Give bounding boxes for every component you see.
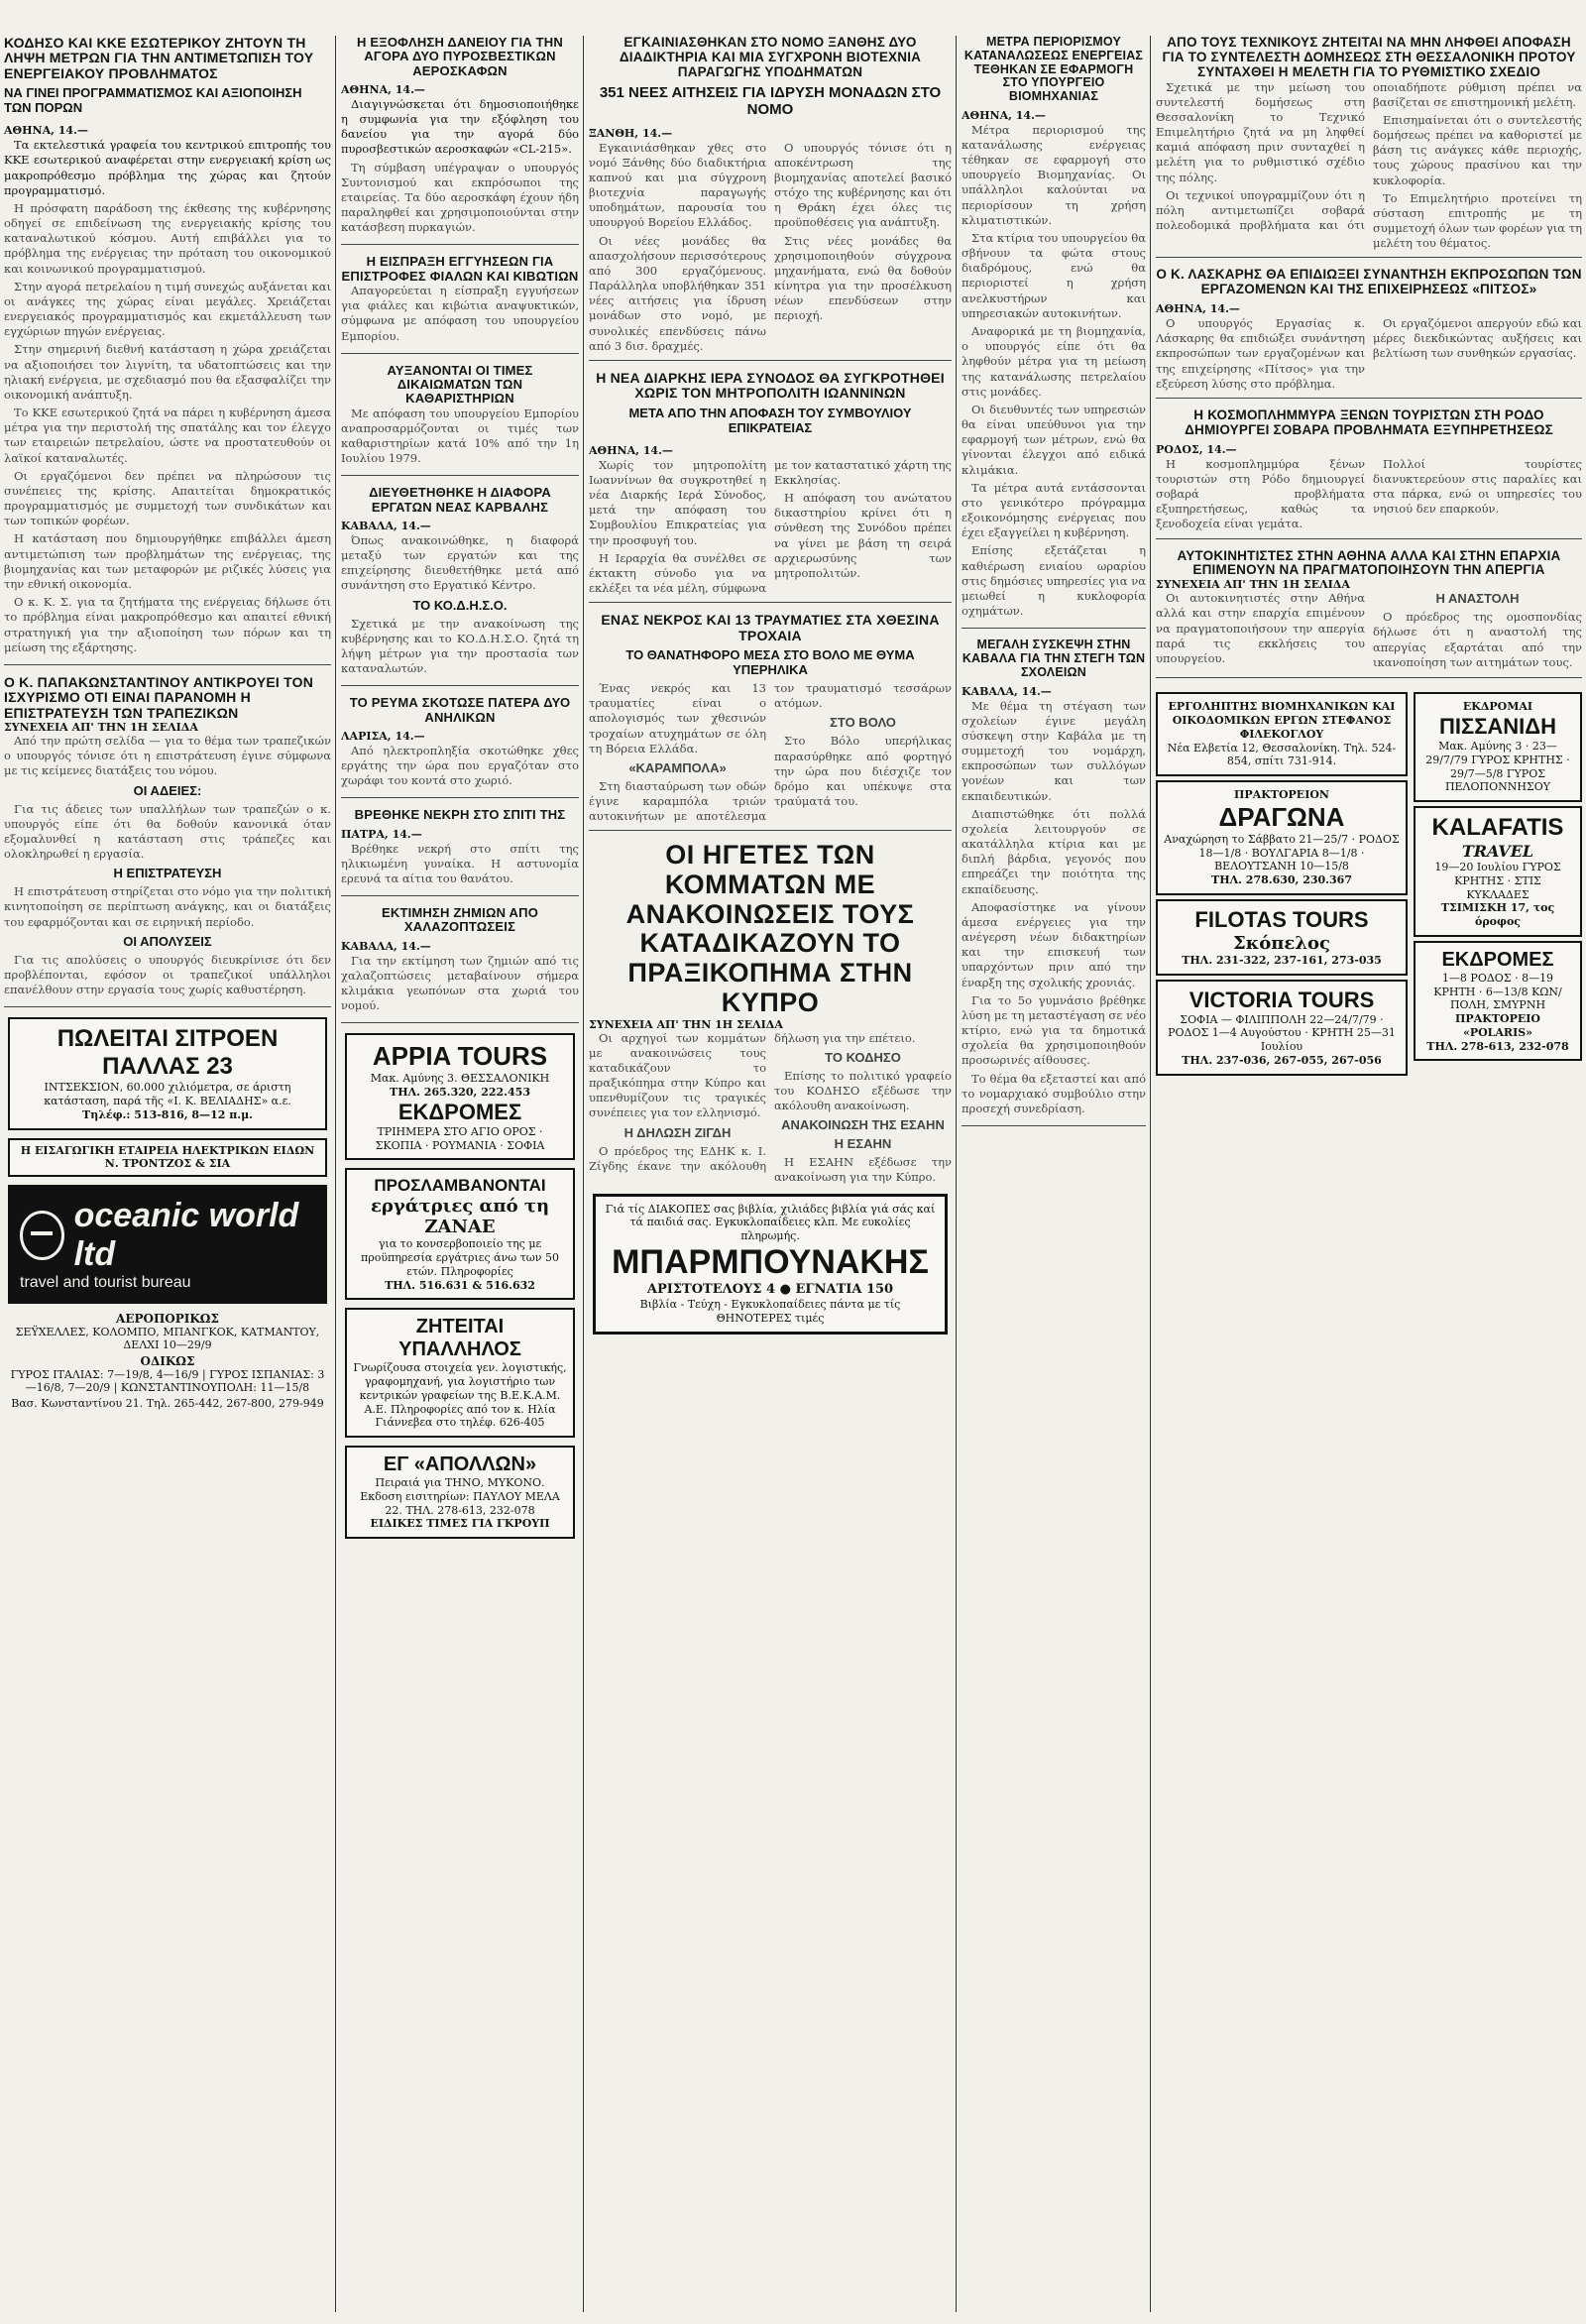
article-cyprus xyxy=(589,841,952,1185)
article-hail-damage xyxy=(341,906,579,1023)
ad-subtitle: Σκόπελος xyxy=(1233,932,1330,954)
subheadline: ΝΑ ΓΙΝΕΙ ΠΡΟΓΡΑΜΜΑΤΙΣΜΟΣ ΚΑΙ ΑΞΙΟΠΟΙΗΣΗ ΤΩΝ ΠΟΡΩΝ xyxy=(4,85,302,116)
article-body-text: Απαγορεύεται η είσπραξη εγγυήσεων για φιάλες και κιβώτια αναψυκτικών, σύμφωνα με απόφαση του υπουργείου Εμπορίου. xyxy=(341,284,579,343)
ad-title: ΖΗΤΕΙΤΑΙ ΥΠΑΛΛΗΛΟΣ xyxy=(398,1316,521,1361)
article-body-text: Για την εκτίμηση των ζημιών από τις χαλαζοπτώσεις μεταβαίνουν σήμερα κλιμάκια γεωπόνων στα χωριά του νομού. xyxy=(341,953,579,1013)
ad-text: ΙΝΤΣΕΚΣΙΟΝ, 60.000 χιλιόμετρα, σε άριστη κατάσταση, παρά τῆς «Ι. Κ. ΒΕΛΙΑΔΗΣ» α.ε. xyxy=(44,1081,291,1107)
headline: ΤΟ ΡΕΥΜΑ ΣΚΟΤΩΣΕ ΠΑΤΕΡΑ ΔΥΟ ΑΝΗΛΙΚΩΝ xyxy=(349,695,571,725)
article-body-text: Για τις απολύσεις ο υπουργός διευκρίνισε ότι δεν προβλέπονται, εφόσον οι τραπεζικοί υπάλληλοι επανέλθουν στην εργασία τους χωρίς καθυστέρηση. xyxy=(4,952,331,997)
dateline: ΞΑΝΘΗ, 14.— xyxy=(589,126,673,140)
ad-text: Μακ. Αμύνης 3 · 23—29/7/79 ΓΥΡΟΣ ΚΡΗΤΗΣ · 29/7—5/8 ΓΥΡΟΣ ΠΕΛΟΠΟΝΝΗΣΟΥ xyxy=(1425,740,1570,794)
dateline: ΚΑΒΑΛΑ, 14.— xyxy=(341,519,431,532)
ad-oceanic-details xyxy=(4,1312,331,1410)
ad-title: Η ΕΙΣΑΓΩΓΙΚΗ ΕΤΑΙΡΕΙΑ ΗΛΕΚΤΡΙΚΩΝ ΕΙΔΩΝ Ν. ΤΡΟΝΤΖΟΣ & ΣΙΑ xyxy=(20,1143,315,1171)
article-papakonstantinou xyxy=(4,675,331,1007)
article-taxi-strike xyxy=(1156,549,1582,679)
article-holy-synod xyxy=(589,371,952,603)
ad-word: ΕΚΔΡΟΜΕΣ xyxy=(397,1099,522,1124)
ad-polaris xyxy=(1414,941,1582,1062)
ad-text: Αναχώρηση το Σάββατο 21—25/7 · ΡΟΔΟΣ 18—1/8 · ΒΟΥΛΓΑΡΙΑ 8—1/8 · ΒΕΛΟΥΤΣΑΝΗ 10—15/8 xyxy=(1164,832,1400,873)
dateline: ΑΘΗΝΑ, 14.— xyxy=(341,82,425,96)
ads-right xyxy=(1414,688,1582,1079)
dateline: ΑΘΗΝΑ, 14.— xyxy=(4,124,88,138)
ad-address: Μακ. Αμύνης 3. ΘΕΣΣΑΛΟΝΙΚΗ xyxy=(370,1072,550,1086)
ad-kalafatis xyxy=(1414,806,1582,937)
ad-pretitle: ΠΡΑΚΤΟΡΕΙΟΝ xyxy=(1234,788,1329,802)
ad-tagline: travel and tourist bureau xyxy=(20,1274,191,1291)
headline: ΜΕΓΑΛΗ ΣΥΣΚΕΨΗ ΣΤΗΝ ΚΑΒΑΛΑ ΓΙΑ ΤΗΝ ΣΤΕΓΗ ΤΩΝ ΣΧΟΛΕΙΩΝ xyxy=(962,638,1146,679)
headline: Η ΝΕΑ ΔΙΑΡΚΗΣ ΙΕΡΑ ΣΥΝΟΔΟΣ ΘΑ ΣΥΓΚΡΟΤΗΘΕΙ ΧΩΡΙΣ ΤΟΝ ΜΗΤΡΟΠΟΛΙΤΗ ΙΩΑΝΝΙΝΩΝ xyxy=(596,369,945,402)
article-body-text: Για τις άδειες των υπαλλήλων των τραπεζών ο κ. υπουργός είπε ότι θα δοθούν κανονικά όταν εξομαλυνθεί η κατάσταση στις τράπεζες και ολοκληρωθεί η εργασία. xyxy=(4,801,331,862)
ad-filotas-tours xyxy=(1156,899,1408,976)
ad-victoria-tours xyxy=(1156,980,1408,1076)
article-body-text: Ένας νεκρός και 13 τραυματίες είναι ο απολογισμός των χθεσινών τροχαίων ατυχημάτων σε όλη τη Βόρεια Ελλάδα. «ΚΑΡΑΜΠΟΛΑ» Στη διασταύρωση των οδών έγινε καραμπόλα τριών αυτοκινήτων με αποτέλεσμα τον τραυματισμό τεσσάρων ατόμων. ΣΤΟ ΒΟΛΟ Στο Βόλο υπερήλικας παρασύρθηκε από φορτηγό την ώρα που διέσχιζε τον δρόμο και υπέκυψε στα τραύματά του. xyxy=(589,681,952,824)
column-1 xyxy=(4,36,331,2312)
ad-oceanic-world xyxy=(8,1185,327,1304)
article-building-coefficient xyxy=(1156,36,1582,258)
column-divider xyxy=(1150,36,1151,2312)
ad-phone: ΤΗΛ. 278.630, 230.367 xyxy=(1211,873,1352,887)
section-label: ΣΤΟ ΒΟΛΟ xyxy=(830,715,896,731)
ad-destinations: ΣΕΫΧΕΛΛΕΣ, ΚΟΛΟΜΠΟ, ΜΠΑΝΓΚΟΚ, ΚΑΤΜΑΝΤΟΥ, ΔΕΛΧΙ 10—29/9 xyxy=(15,1326,320,1351)
dateline: ΑΘΗΝΑ, 14.— xyxy=(1156,302,1240,316)
section-label: Η ΔΗΛΩΣΗ ΖΙΓΔΗ xyxy=(623,1124,732,1140)
ad-text: 19—20 Ιουλίου ΓΥΡΟΣ ΚΡΗΤΗΣ · ΣΤΙΣ ΚΥΚΛΑΔΕΣ xyxy=(1434,861,1561,901)
ad-address: ΤΣΙΜΙΣΚΗ 17, τος όροφος xyxy=(1440,901,1555,929)
ad-title: FILOTAS TOURS xyxy=(1194,906,1369,932)
column-5 xyxy=(1156,36,1582,2312)
ad-title: VICTORIA TOURS xyxy=(1189,987,1375,1012)
section-label: Η ΑΝΑΣΤΟΛΗ xyxy=(1435,591,1520,607)
column-divider xyxy=(956,36,957,2312)
ad-apollon xyxy=(345,1446,575,1539)
article-xanthi xyxy=(589,36,952,361)
headline: Ο Κ. ΠΑΠΑΚΩΝΣΤΑΝΤΙΝΟΥ ΑΝΤΙΚΡΟΥΕΙ ΤΟΝ ΙΣΧΥΡΙΣΜΟ ΟΤΙ ΕΙΝΑΙ ΠΑΡΑΝΟΜΗ Η ΕΠΙΣΤΡΑΤΕΥΣΗ ΤΩΝ ΤΡΑΠΕΖΙΚΩΝ xyxy=(4,673,314,721)
ad-phone: ΤΗΛ. 237-036, 267-055, 267-056 xyxy=(1182,1053,1382,1067)
article-kavala-schools xyxy=(962,639,1146,1126)
section-label: ΤΟ ΚΟ.Δ.Η.Σ.Ο. xyxy=(412,597,508,613)
article-body-text: Η επιστράτευση στηρίζεται στο νόμο για την πολιτική κινητοποίηση σε περίπτωση ανάγκης, και οι διατάξεις του εφαρμόζονται και σε ειρηνική περίοδο. xyxy=(4,884,331,929)
ad-title: KALAFATIS xyxy=(1431,814,1564,842)
ad-dragona xyxy=(1156,780,1408,895)
article-lead: Τα εκτελεστικά γραφεία του κεντρικού επιτροπής του ΚΚΕ εσωτερικού αναφέρεται στην ενεργειακή κρίση ως μακροπρόθεσμο πρόβλημα της χώρας και ζητούν προγραμματισμό. xyxy=(4,138,331,197)
continuation-note: ΣΥΝΕΧΕΙΑ ΑΠ' ΤΗΝ 1Η ΣΕΛΙΔΑ xyxy=(1156,578,1350,592)
dateline: ΚΑΒΑΛΑ, 14.— xyxy=(341,939,431,953)
ad-subtitle: TRAVEL xyxy=(1461,842,1534,862)
ad-filekoglou xyxy=(1156,692,1408,776)
headline: ΕΚΤΙΜΗΣΗ ΖΗΜΙΩΝ ΑΠΟ ΧΑΛΑΖΟΠΤΩΣΕΙΣ xyxy=(381,905,539,935)
article-rhodes-tourists xyxy=(1156,408,1582,539)
ad-text: για το κονσερβοποιείο της με προϋπηρεσία εργάτριες άνω των 50 ετών. Πληροφορίες xyxy=(361,1237,559,1278)
ad-text: Νέα Ελβετία 12, Θεσσαλονίκη. Τηλ. 524-854, σπίτι 731-914. xyxy=(1167,741,1397,768)
headline: ΟΙ ΗΓΕΤΕΣ ΤΩΝ ΚΟΜΜΑΤΩΝ ΜΕ ΑΝΑΚΟΙΝΩΣΕΙΣ ΤΟΥΣ ΚΑΤΑΔΙΚΑΖΟΥΝ ΤΟ ΠΡΑΞΙΚΟΠΗΜΑ ΣΤΗΝ ΚΥΠΡΟ xyxy=(625,840,915,1017)
headline: ΕΝΑΣ ΝΕΚΡΟΣ ΚΑΙ 13 ΤΡΑΥΜΑΤΙΕΣ ΣΤΑ ΧΘΕΣΙΝΑ ΤΡΟΧΑΙΑ xyxy=(601,612,940,643)
ad-pretitle: ΠΡΑΚΤΟΡΕΙΟ «POLARIS» xyxy=(1455,1012,1540,1039)
ad-phone: ΤΗΛ. 231-322, 237-161, 273-035 xyxy=(1182,953,1382,967)
headline: ΑΠΟ ΤΟΥΣ ΤΕΧΝΙΚΟΥΣ ΖΗΤΕΙΤΑΙ ΝΑ ΜΗΝ ΛΗΦΘΕΙ ΑΠΟΦΑΣΗ ΓΙΑ ΤΟ ΣΥΝΤΕΛΕΣΤΗ ΔΟΜΗΣΕΩΣ ΣΤΗ ΘΕΣΣΑΛΟΝΙΚΗ ΠΡΟΤΟΥ ΣΥΝΤΑΧΘΕΙ Η ΜΕΛΕΤΗ ΓΙΑ ΤΟ ΡΥΘΜΙΣΤΙΚΟ ΣΧΕΔΙΟ xyxy=(1162,36,1576,79)
ad-title: ΠΩΛΕΙΤΑΙ ΣΙΤΡΟΕΝ ΠΑΛΛΑΣ 23 xyxy=(57,1025,279,1081)
column-3 xyxy=(589,36,952,2312)
headline: Η ΕΙΣΠΡΑΞΗ ΕΓΓΥΗΣΕΩΝ ΓΙΑ ΕΠΙΣΤΡΟΦΕΣ ΦΙΑΛΩΝ ΚΑΙ ΚΙΒΩΤΙΩΝ xyxy=(341,254,579,284)
article-body-text: Από την πρώτη σελίδα — για το θέμα των τραπεζικών ο υπουργός τόνισε ότι η επιστράτευση έγινε σύμφωνα με τις κείμενες διατάξεις του νόμου. xyxy=(4,734,331,778)
section-label: ΤΟ ΚΟΔΗΣΟ xyxy=(825,1049,901,1065)
dateline: ΠΑΤΡΑ, 14.— xyxy=(341,827,422,841)
column-2 xyxy=(341,36,579,2312)
dateline: ΑΘΗΝΑ, 14.— xyxy=(962,108,1046,122)
article-body-text: Σχετικά με την ανακοίνωση της κυβέρνησης και το ΚΟ.Δ.Η.Σ.Ο. ζητά τη λήψη μέτρων για την προστασία των καταναλωτών. xyxy=(341,616,579,676)
continuation-note: ΣΥΝΕΧΕΙΑ ΑΠ' ΤΗΝ 1Η ΣΕΛΙΔΑ xyxy=(589,1017,783,1031)
article-body-text: Με απόφαση του υπουργείου Εμπορίου αναπροσαρμόζονται οι τιμές των καθαριστηρίων κατά 10% από την 1η Ιουλίου 1979. xyxy=(341,406,579,466)
column-divider xyxy=(583,36,584,2312)
headline: ΔΙΕΥΘΕΤΗΘΗΚΕ Η ΔΙΑΦΟΡΑ ΕΡΓΑΤΩΝ ΝΕΑΣ ΚΑΡΒΑΛΗΣ xyxy=(369,485,551,515)
article-laundry-prices xyxy=(341,364,579,477)
article-traffic-accidents xyxy=(589,613,952,831)
ad-employee-wanted xyxy=(345,1308,575,1438)
headline: ΒΡΕΘΗΚΕ ΝΕΚΡΗ ΣΤΟ ΣΠΙΤΙ ΤΗΣ xyxy=(354,807,566,823)
ad-text: Πειραιά για ΤΗΝΟ, ΜΥΚΟΝΟ. Εκδοση εισιτηρίων: ΠΑΥΛΟΥ ΜΕΛΑ 22. ΤΗΛ. 278-613, 232-078 xyxy=(360,1476,560,1517)
section-label: ΑΝΑΚΟΙΝΩΣΗ ΤΗΣ ΕΣΑΗΝ xyxy=(781,1117,945,1133)
headline: Η ΕΞΟΦΛΗΣΗ ΔΑΝΕΙΟΥ ΓΙΑ ΤΗΝ ΑΓΟΡΑ ΔΥΟ ΠΥΡΟΣΒΕΣΤΙΚΩΝ ΑΕΡΟΣΚΑΦΩΝ xyxy=(357,36,563,78)
headline: Ο Κ. ΛΑΣΚΑΡΗΣ ΘΑ ΕΠΙΔΙΩΞΕΙ ΣΥΝΑΝΤΗΣΗ ΕΚΠΡΟΣΩΠΩΝ ΤΩΝ ΕΡΓΑΖΟΜΕΝΩΝ ΚΑΙ ΤΗΣ ΕΠΙΧΕΙΡΗΣΕΩΣ «ΠΙΤΣΟΣ» xyxy=(1156,267,1582,297)
dateline: ΑΘΗΝΑ, 14.— xyxy=(589,443,673,457)
ad-pretitle: ΕΚΔΡΟΜΑΙ xyxy=(1462,700,1533,714)
headline: ΕΓΚΑΙΝΙΑΣΘΗΚΑΝ ΣΤΟ ΝΟΜΟ ΞΑΝΘΗΣ ΔΥΟ ΔΙΑΔΙΚΤΗΡΙΑ ΚΑΙ ΜΙΑ ΣΥΓΧΡΟΝΗ ΒΙΟΤΕΧΝΙΑ ΠΑΡΑΓΩΓΗΣ ΥΠΟΔΗΜΑΤΩΝ xyxy=(619,36,922,79)
article-lead: Διαγιγνώσκεται ότι δημοσιοποιήθηκε η συμφωνία για την εξόφληση του δανείου για την αγορά δύο πυροσβεστικών αεροσκαφών «CL-215». xyxy=(341,96,579,157)
ad-title: ΠΡΟΣΛΑΜΒΑΝΟΝΤΑΙ xyxy=(374,1176,546,1196)
article-bottle-deposits xyxy=(341,255,579,353)
subheadline: ΜΕΤΑ ΑΠΟ ΤΗΝ ΑΠΟΦΑΣΗ ΤΟΥ ΣΥΜΒΟΥΛΙΟΥ ΕΠΙΚΡΑΤΕΙΑΣ xyxy=(628,405,912,435)
ad-address: Βασ. Κωνσταντίνου 21. Τηλ. 265-442, 267-800, 279-949 xyxy=(11,1397,324,1410)
article-laskaris-pitsos xyxy=(1156,268,1582,399)
dateline: ΛΑΡΙΣΑ, 14.— xyxy=(341,729,425,743)
article-body-text: Με θέμα τη στέγαση των σχολείων έγινε μεγάλη σύσκεψη στην Καβάλα με τη συμμετοχή του νομάρχη, εκπροσώπων των συλλόγων γονέων και των εκπαιδευτικών. Διαπιστώθηκε ότι πολλά σχολεία λειτουργούν σε ακατάλληλα κτίρια και με διπλή βάρδια, γεγονός που επηρεάζει την ποιότητα της εκπαίδευσης. Αποφασίστηκε να γίνουν άμεσα ενέργειες για την ανέγερση νέων διδακτηρίων και την επισκευή των υπαρχόντων πριν από την έναρξη της σχολικής χρονιάς. Για το 5ο γυμνάσιο βρέθηκε λύση με τη μεταστέγαση σε νέο κτίριο, ενώ για τα δημοτικά σχολεία θα χρησιμοποιηθούν προσωρινές αίθουσες. Το θέμα θα εξεταστεί και από το νομαρχιακό συμβούλιο στην προσεχή συνεδρίαση. xyxy=(962,698,1146,1115)
subheadline: ΤΟ ΘΑΝΑΤΗΦΟΡΟ ΜΕΣΑ ΣΤΟ ΒΟΛΟ ΜΕ ΘΥΜΑ ΥΠΕΡΗΛΙΚΑ xyxy=(625,647,915,678)
ad-title: ΜΠΑΡΜΠΟΥΝΑΚΗΣ xyxy=(612,1242,929,1281)
article-electrocution xyxy=(341,696,579,798)
ad-footer: ΕΙΔΙΚΕΣ ΤΙΜΕΣ ΓΙΑ ΓΚΡΟΥΠ xyxy=(370,1517,550,1531)
dateline: ΚΑΒΑΛΑ, 14.— xyxy=(962,684,1052,698)
article-body-text: Οι αυτοκινητιστές στην Αθήνα αλλά και στην επαρχία επιμένουν να πραγματοποιήσουν την απεργία παρά τις εκκλήσεις του υπουργείου. Η ΑΝΑΣΤΟΛΗ Ο πρόεδρος της ομοσπονδίας δήλωσε ότι η αναστολή της απεργίας εξαρτάται από την ικανοποίηση των αιτημάτων τους. xyxy=(1156,591,1582,669)
ad-address: ΑΡΙΣΤΟΤΕΛΟΥΣ 4 ● ΕΓΝΑΤΙΑ 150 xyxy=(646,1281,894,1297)
section-label: Η ΕΣΑΗΝ xyxy=(834,1136,892,1152)
globe-icon xyxy=(20,1211,64,1260)
ad-zanae xyxy=(345,1168,575,1300)
article-body-text: Η πρόσφατη παράδοση της έκθεσης της κυβέρνησης οδηγεί σε επιδείνωση της ενεργειακής κρίσης του καταναλωτικού κόσμου. Αυτή επιβάλλει για το πρόβλημα της ενέργειας την πρόταση του οικονομικού και κοινωνικού προγραμματισμού. Στην αγορά πετρελαίου η τιμή συνεχώς αυξάνεται και οι ανάγκες της χώρας είναι μεγάλες. Χρειάζεται ενεργειακός προγραμματισμός και εκμετάλλευση των εγχώριων πηγών ενέργειας. Στην σημερινή διεθνή κατάσταση η χώρα χρειάζεται να αξιοποιήσει τον λιγνίτη, τα υδατοπτώσεις και την ηλιακή ενέργεια, με σχεδιασμό που θα εξασφαλίζει την οικονομική ανάπτυξη. Το ΚΚΕ εσωτερικού ζητά να πάρει η κυβέρνηση άμεσα μέτρα για την περιστολή της σπατάλης και τον έλεγχο των εταιρειών πετρελαίου, ώστε να προστατευθούν οι λαϊκοί καταναλωτές. Οι εργαζόμενοι δεν πρέπει να πληρώσουν τις συνέπειες της κρίσης. Απαιτείται δημοκρατικός προγραμματισμός με συμμετοχή των συνδικάτων και των τοπικών φορέων. Η κατάσταση που δημιουργήθηκε επιβάλλει άμεση αντιμετώπιση των προβλημάτων της ενέργειας, της βιομηχανίας και των μεταφορών με ριζικές λύσεις για την εθνική οικονομία. Ο κ. Κ. Σ. για τα ζητήματα της ενέργειας δήλωσε ότι το πρόβλημα είναι μακροπρόθεσμο και απαιτεί εθνική στρατηγική για την αξιοποίηση των πόρων και τη μείωση της εξάρτησης. xyxy=(4,200,331,654)
article-body-text: Τη σύμβαση υπέγραψαν ο υπουργός Συντονισμού και εκπρόσωποι της εταιρείας. Τα δύο αεροσκάφη έχουν ήδη παραληφθεί και χρησιμοποιούνται στην κατάσβεση πυρκαγιών. xyxy=(341,160,579,235)
ad-text: ΤΡΙΗΜΕΡΑ ΣΤΟ ΑΓΙΟ ΟΡΟΣ · ΣΚΟΠΙΑ · ΡΟΥΜΑΝΙΑ · ΣΟΦΙΑ xyxy=(375,1124,545,1152)
ad-title: APPIA TOURS xyxy=(372,1041,548,1072)
continuation-note: ΣΥΝΕΧΕΙΑ ΑΠ' ΤΗΝ 1Η ΣΕΛΙΔΑ xyxy=(4,721,198,735)
ad-footer: Βιβλία - Τεύχη - Εγκυκλοπαίδειες πάντα με τίς ΘΗΝΟΤΕΡΕΣ τιμές xyxy=(639,1298,901,1325)
article-body-text: Μέτρα περιορισμού της κατανάλωσης ενέργειας τέθηκαν σε εφαρμογή στο υπουργείο Βιομηχανίας. Οι υπάλληλοι καλούνται να περιορίσουν τη χρήση κλιματιστικών. Στα κτίρια του υπουργείου θα σβήνουν τα φώτα στους διαδρόμους, ενώ θα περιοριστεί η χρήση ανελκυστήρων και υπηρεσιακών αυτοκινήτων. Αναφορικά με τη βιομηχανία, ο υπουργός είπε ότι θα ληφθούν μέτρα για τη μείωση της κατανάλωσης πετρελαίου στις μονάδες. Οι διευθυντές των υπηρεσιών θα είναι υπεύθυνοι για την εφαρμογή των μέτρων, ενώ θα γίνονται έλεγχοι από ειδικά κλιμάκια. Τα μέτρα αυτά εντάσσονται στο γενικότερο πρόγραμμα εξοικονόμησης ενέργειας που έχει εξαγγείλει η κυβέρνηση. Επίσης εξετάζεται η καθιέρωση ενιαίου ωραρίου στις δημόσιες υπηρεσίες για να μειωθεί η κυκλοφορία οχημάτων. xyxy=(962,122,1146,619)
dateline: ΡΟΔΟΣ, 14.— xyxy=(1156,442,1237,456)
headline: Η ΚΟΣΜΟΠΛΗΜΜΥΡΑ ΞΕΝΩΝ ΤΟΥΡΙΣΤΩΝ ΣΤΗ ΡΟΔΟ ΔΗΜΙΟΥΡΓΕΙ ΣΟΒΑΡΑ ΠΡΟΒΛΗΜΑΤΑ ΕΞΥΠΗΡΕΤΗΣΕΩΣ xyxy=(1185,407,1553,437)
ad-title: ΕΓ «ΑΠΟΛΛΩΝ» xyxy=(383,1453,537,1476)
column-divider xyxy=(335,36,336,2312)
ad-phone: Τηλέφ.: 513-816, 8—12 π.μ. xyxy=(82,1107,253,1121)
headline: ΜΕΤΡΑ ΠΕΡΙΟΡΙΣΜΟΥ ΚΑΤΑΝΑΛΩΣΕΩΣ ΕΝΕΡΓΕΙΑΣ ΤΕΘΗΚΑΝ ΣΕ ΕΦΑΡΜΟΓΗ ΣΤΟ ΥΠΟΥΡΓΕΙΟ ΒΙΟΜΗΧΑΝΙΑΣ xyxy=(963,36,1144,103)
article-energy-measures xyxy=(962,36,1146,629)
ad-text: 1—8 ΡΟΔΟΣ · 8—19 ΚΡΗΤΗ · 6—13/8 ΚΩΝ/ΠΟΛΗ, ΣΜΥΡΝΗ xyxy=(1433,971,1562,1012)
article-body-text: Σχετικά με την μείωση του συντελεστή δομήσεως στη Θεσσαλονίκη το Τεχνικό Επιμελητήριο ζητά να μη ληφθεί καμιά απόφαση πριν συνταχθεί η μελέτη για το ρυθμιστικό σχέδιο της πόλης. Οι τεχνικοί υπογραμμίζουν ότι η πόλη αντιμετωπίζει σοβαρά πολεοδομικά προβλήματα και ότι οποιαδήποτε ρύθμιση πρέπει να βασίζεται σε επιστημονική μελέτη. Επισημαίνεται ότι ο συντελεστής δομήσεως πρέπει να καθοριστεί με βάση τις ανάγκες κάθε περιοχής, τους χώρους πρασίνου και την κυκλοφορία. Το Επιμελητήριο προτείνει τη σύσταση επιτροπής με τη συμμετοχή όλων των φορέων για τη μελέτη του θέματος. xyxy=(1156,79,1582,251)
ad-trontzos xyxy=(8,1138,327,1178)
ads-left xyxy=(1156,688,1408,1079)
ad-pissanidi xyxy=(1414,692,1582,802)
ad-citroen-pallas xyxy=(8,1017,327,1129)
ad-appia-tours xyxy=(345,1033,575,1160)
ad-phone: ΤΗΛ. 278-613, 232-078 xyxy=(1426,1039,1569,1053)
article-body-text: Χωρίς τον μητροπολίτη Ιωαννίνων θα συγκροτηθεί η νέα Διαρκής Ιερά Σύνοδος, μετά την απόφαση του Συμβουλίου Επικρατείας για την προσφυγή του. Η Ιεραρχία θα συνέλθει σε έκτακτη σύνοδο για να εκλέξει τα νέα μέλη, σύμφωνα με τον καταστατικό χάρτη της Εκκλησίας. Η απόφαση του ανώτατου δικαστηρίου κρίνει ότι η σύνθεση της Συνόδου πρέπει να γίνει με βάση τη σειρά αρχιερωσύνης των μητροπολιτών. xyxy=(589,457,952,596)
headline: ΑΥΤΟΚΙΝΗΤΙΣΤΕΣ ΣΤΗΝ ΑΘΗΝΑ ΑΛΛΑ ΚΑΙ ΣΤΗΝ ΕΠΑΡΧΙΑ ΕΠΙΜΕΝΟΥΝ ΝΑ ΠΡΑΓΜΑΤΟΠΟΙΗΣΟΥΝ ΤΗΝ ΑΠΕΡΓΙΑ xyxy=(1177,547,1561,578)
ad-section-label: ΑΕΡΟΠΟΡΙΚΩΣ xyxy=(116,1312,219,1326)
article-body-text: Η κοσμοπλημμύρα ξένων τουριστών στη Ρόδο δημιουργεί σοβαρά προβλήματα εξυπηρετήσεως, καθώς τα ξενοδοχεία είναι γεμάτα. Πολλοί τουρίστες διανυκτερεύουν στις παραλίες και στα πάρκα, ενώ οι υπηρεσίες του νησιού δεν επαρκούν. xyxy=(1156,456,1582,531)
ad-subtitle: εργάτριες από τη ΖΑΝΑΕ xyxy=(370,1196,550,1238)
article-body-text: Εγκαινιάσθηκαν χθες στο νομό Ξάνθης δύο διαδικτήρια καπνού και μια σύγχρονη βιοτεχνία παραγωγής υποδημάτων, παρουσία του υπουργού Βορείου Ελλάδος. Οι νέες μονάδες θα απασχολήσουν περισσότερους από 300 εργαζόμενους. Παράλληλα υποβλήθηκαν 351 νέες αιτήσεις για ίδρυση μονάδων στο νομό, με συνολικές επενδύσεις πάνω από 3 δισ. δραχμές. Ο υπουργός τόνισε ότι η αποκέντρωση της βιομηχανίας αποτελεί βασικό στόχο της κυβέρνησης και ότι η Θράκη έχει όλες τις προϋποθέσεις για ανάπτυξη. Στις νέες μονάδες θα χρησιμοποιηθούν σύγχρονα μηχανήματα, ενώ θα δοθούν κίνητρα για την προσέλκυση νέων επενδύσεων στην περιοχή. xyxy=(589,140,952,353)
ad-brand: oceanic world ltd xyxy=(73,1197,299,1273)
ad-title: ΔΡΑΓΩΝΑ xyxy=(1218,801,1345,832)
section-label: ΟΙ ΑΔΕΙΕΣ: xyxy=(133,782,202,798)
headline: ΑΥΞΑΝΟΝΤΑΙ ΟΙ ΤΙΜΕΣ ΔΙΚΑΙΩΜΑΤΩΝ ΤΩΝ ΚΑΘΑΡΙΣΤΗΡΙΩΝ xyxy=(387,362,533,407)
ads-grid xyxy=(1156,688,1582,1079)
article-body-text: Από ηλεκτροπληξία σκοτώθηκε χθες εργάτης την ώρα που εργαζόταν στο χωράφι του κοντά στο χωριό. xyxy=(341,743,579,788)
subheadline: 351 ΝΕΕΣ ΑΙΤΗΣΕΙΣ ΓΙΑ ΙΔΡΥΣΗ ΜΟΝΑΔΩΝ ΣΤΟ ΝΟΜΟ xyxy=(599,83,942,118)
section-label: «ΚΑΡΑΜΠΟΛΑ» xyxy=(628,759,727,775)
headline: ΚΟΔΗΣΟ ΚΑΙ ΚΚΕ ΕΣΩΤΕΡΙΚΟΥ ΖΗΤΟΥΝ ΤΗ ΛΗΨΗ ΜΕΤΡΩΝ ΓΙΑ ΤΗΝ ΑΝΤΙΜΕΤΩΠΙΣΗ ΤΟΥ ΕΝΕΡΓΕΙΑΚΟΥ ΠΡΟΒΛΗΜΑΤΟΣ xyxy=(4,36,314,81)
article-energy xyxy=(4,36,331,665)
ad-text: Γνωρίζουσα στοιχεία γεν. λογιστικής, γραφομηχανή, για λογιστήριο των κεντρικών γραφείων της Β.Ε.Κ.Α.Μ. Α.Ε. Πληροφορίες από τον κ. Ηλία Γιάννεβεα στο τηλέφ. 626-405 xyxy=(353,1361,567,1430)
column-4 xyxy=(962,36,1146,2312)
article-body-text: Ο υπουργός Εργασίας κ. Λάσκαρης θα επιδιώξει συνάντηση εκπροσώπων των εργαζομένων και της επιχείρησης «Πίτσος» για την εξεύρεση λύσης στο πρόβλημα. Οι εργαζόμενοι απεργούν εδώ και μέρες διεκδικώντας αυξήσεις και βελτίωση των συνθηκών εργασίας. xyxy=(1156,316,1582,391)
article-aircraft-loan xyxy=(341,36,579,245)
ad-barbounakis xyxy=(593,1194,948,1335)
article-kavala-workers xyxy=(341,486,579,686)
ad-title: ΠΙΣΣΑΝΙΔΗ xyxy=(1439,714,1556,740)
section-label: Η ΕΠΙΣΤΡΑΤΕΥΣΗ xyxy=(113,866,222,881)
ad-phone: ΤΗΛ. 516.631 & 516.632 xyxy=(385,1278,535,1292)
ad-text: ΣΟΦΙΑ — ΦΙΛΙΠΠΟΛΗ 22—24/7/79 · ΡΟΔΟΣ 1—4 Αυγούστου · ΚΡΗΤΗ 25—31 Ιουλίου xyxy=(1168,1012,1396,1054)
section-label: ΟΙ ΑΠΟΛΥΣΕΙΣ xyxy=(123,933,212,949)
article-body-text: Βρέθηκε νεκρή στο σπίτι της ηλικιωμένη γυναίκα. Η αστυνομία ερευνά τα αίτια του θανάτου. xyxy=(341,841,579,886)
ad-title: ΕΡΓΟΛΗΠΤΗΣ ΒΙΟΜΗΧΑΝΙΚΩΝ ΚΑΙ ΟΙΚΟΔΟΜΙΚΩΝ ΕΡΓΩΝ ΣΤΕΦΑΝΟΣ ΦΙΛΕΚΟΓΛΟΥ xyxy=(1168,700,1396,741)
article-body-text: Όπως ανακοινώθηκε, η διαφορά μεταξύ των εργατών και της επιχείρησης διευθετήθηκε μετά από συνάντηση στο Εργατικό Κέντρο. xyxy=(341,532,579,593)
ad-section-label: ΟΔΙΚΩΣ xyxy=(140,1354,195,1368)
ad-routes: ΓΥΡΟΣ ΙΤΑΛΙΑΣ: 7—19/8, 4—16/9 | ΓΥΡΟΣ ΙΣΠΑΝΙΑΣ: 3—16/8, 7—20/9 | ΚΩΝΣΤΑΝΤΙΝΟΥΠΟΛΗ: 11—15/8 xyxy=(10,1368,325,1394)
article-body-text: Οι αρχηγοί των κομμάτων με ανακοινώσεις τους καταδικάζουν το πραξικόπημα στην Κύπρο και υπενθυμίζουν τις τραγικές συνέπειες για τον ελληνισμό. Η ΔΗΛΩΣΗ ΖΙΓΔΗ Ο πρόεδρος της ΕΔΗΚ κ. Ι. Ζίγδης έκανε την ακόλουθη δήλωση για την επέτειο. ΤΟ ΚΟΔΗΣΟ Επίσης το πολιτικό γραφείο του ΚΟΔΗΣΟ εξέδωσε την ακόλουθη ανακοίνωση. ΑΝΑΚΟΙΝΩΣΗ ΤΗΣ ΕΣΑΗΝ Η ΕΣΑΗΝ Η ΕΣΑΗΝ εξέδωσε την ανακοίνωση για την Κύπρο. xyxy=(589,1030,952,1185)
article-found-dead xyxy=(341,808,579,896)
ad-text: Γιά τίς ΔΙΑΚΟΠΕΣ σας βιβλία, χιλιάδες βιβλία γιά σάς καί τά παιδιά σας. Εγκυκλοπαίδειες κλπ. Με ευκολίες πληρωμής. xyxy=(605,1202,936,1243)
ad-phone: ΤΗΛ. 265.320, 222.453 xyxy=(390,1086,530,1100)
ad-title: ΕΚΔΡΟΜΕΣ xyxy=(1441,948,1554,971)
